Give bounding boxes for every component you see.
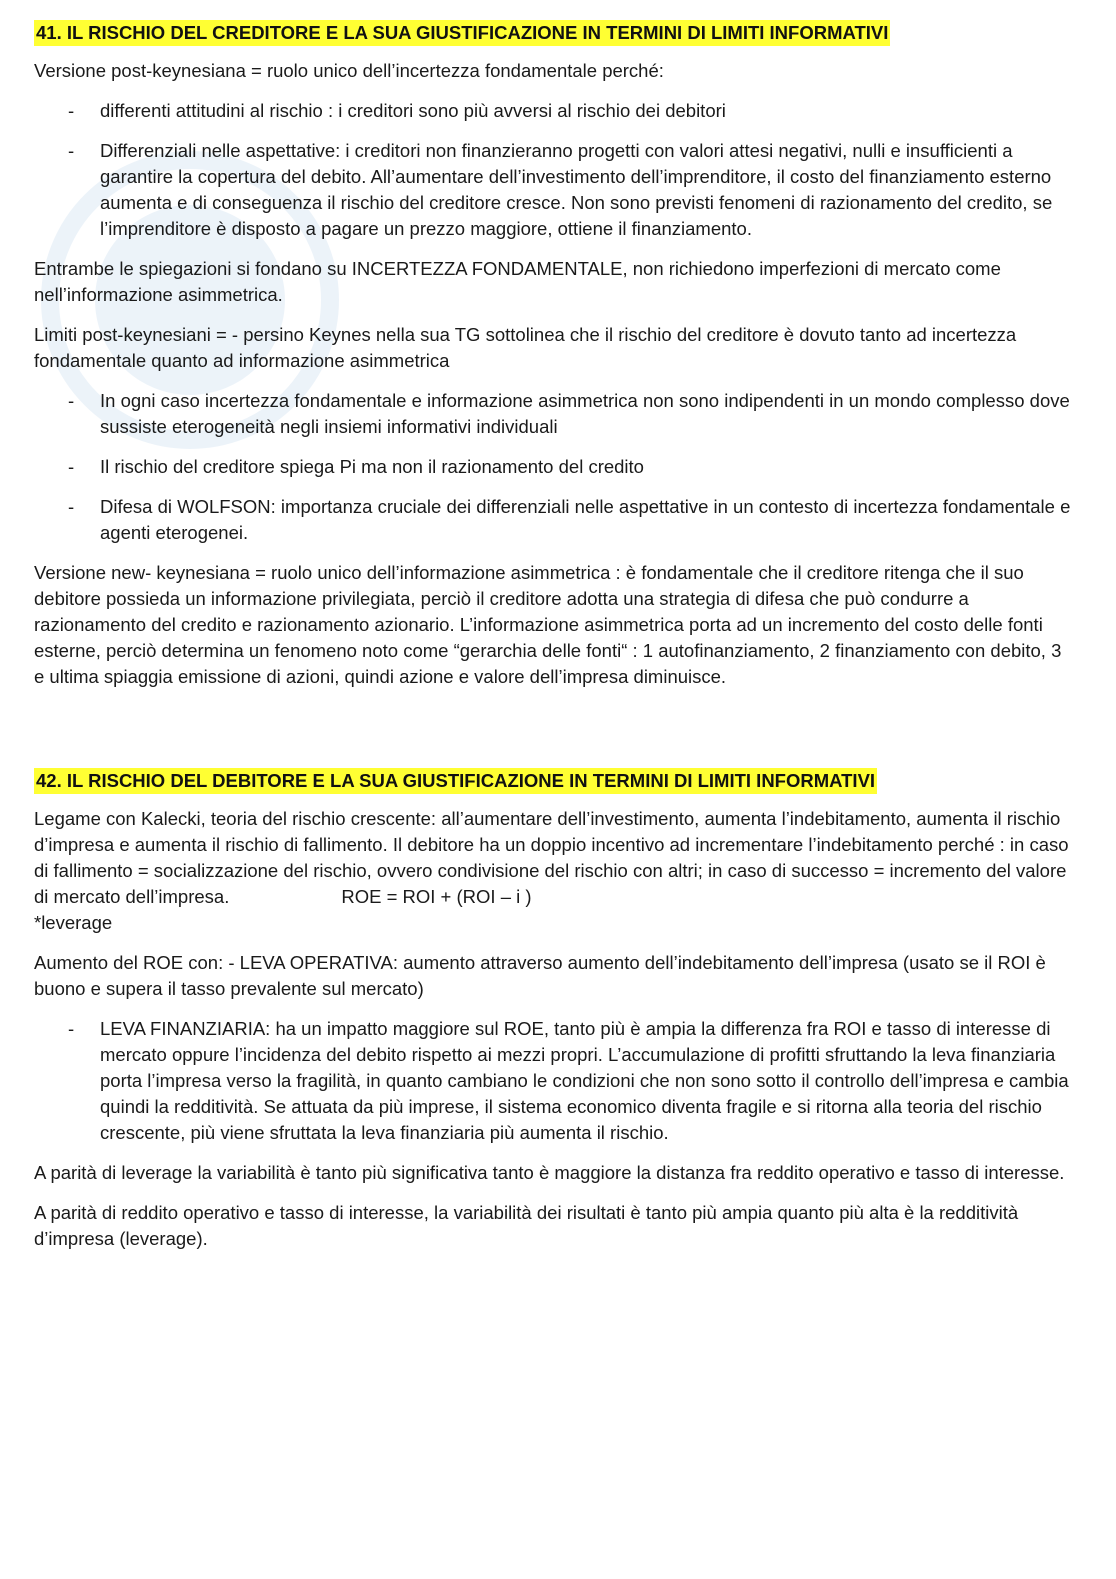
- bullet-dash: -: [68, 140, 75, 161]
- section-41-heading: 41. IL RISCHIO DEL CREDITORE E LA SUA GIUSTIFICAZIONE IN TERMINI DI LIMITI INFORMATIVI: [34, 20, 890, 46]
- list-item: - Difesa di WOLFSON: importanza cruciale dei differenziali nelle aspettative in un contesto di incertezza fondamentale e agenti eterogenei.: [68, 496, 1071, 543]
- list-item: - Differenziali nelle aspettative: i creditori non finanzieranno progetti con valori attesi negativi, nulli e insufficienti a garantire la copertura del debito. All’aumentare dell’investimento dell’imprenditore, il costo del finanziamento esterno aumenta e di conseguenza il rischio del creditore cresce. Non sono previsti fenomeni di razionamento del credito, se l’imprenditore è disposto a pagare un prezzo maggiore, ottiene il finanziamento.: [68, 140, 1053, 239]
- bullet-dash: -: [68, 100, 75, 121]
- section-41-bullets-2: [34, 388, 1074, 546]
- list-item: - Il rischio del creditore spiega Pi ma non il razionamento del credito: [34, 454, 1074, 480]
- paragraph-entrambe: Entrambe le spiegazioni si fondano su INCERTEZZA FONDAMENTALE, non richiedono imperfezioni di mercato come nell’informazione asimmetrica.: [34, 258, 1001, 305]
- leverage-note: *leverage: [34, 912, 113, 933]
- roe-formula: ROE = ROI + (ROI – i ): [341, 886, 532, 907]
- paragraph-new-keynesian: Versione new- keynesiana = ruolo unico dell’informazione asimmetrica : è fondamentale che il creditore ritenga che il suo debitore possieda un informazione privilegiata, perciò il creditore adotta una strategia di difesa che può condurre a razionamento del credito e razionamento azionario. L’informazione asimmetrica porta ad un incremento del costo delle fonti esterne, perciò determina un fenomeno noto come “gerarchia delle fonti“ : 1 autofinanziamento, 2 finanziamento con debito, 3 e ultima spiaggia emissione di azioni, quindi azione e valore dell’impresa diminuisce.: [34, 562, 1062, 687]
- bullet-dash: -: [68, 1018, 75, 1039]
- list-item: - differenti attitudini al rischio : i creditori sono più avversi al rischio dei debitori: [34, 98, 1074, 124]
- paragraph-kalecki: Legame con Kalecki, teoria del rischio crescente: all’aumentare dell’investimento, aumenta l’indebitamento, aumenta il rischio d’impresa e aumenta il rischio di fallimento. Il debitore ha un doppio incentivo ad incrementare l’indebitamento perché : in caso di fallimento = socializzazione del rischio, ovvero condivisione del rischio con altri; in caso di successo = incremento del valore di mercato dell’impresa. ROE = ROI + (ROI – i ) *leverage: [34, 808, 1069, 933]
- list-item: - In ogni caso incertezza fondamentale e informazione asimmetrica non sono indipendenti in un mondo complesso dove sussiste eterogeneità negli insiemi informativi individuali: [68, 390, 1070, 437]
- bullet-dash: -: [68, 456, 75, 477]
- section-42-bullets: [34, 1016, 1074, 1146]
- section-41-bullets-1: [34, 98, 1074, 242]
- paragraph-limiti: Limiti post-keynesiani = - persino Keynes nella sua TG sottolinea che il rischio del creditore è dovuto tanto ad incertezza fondamentale quanto ad informazione asimmetrica: [34, 324, 1017, 371]
- paragraph-parita-reddito: A parità di reddito operativo e tasso di interesse, la variabilità dei risultati è tanto più ampia quanto più alta è la redditività d’impresa (leverage).: [34, 1202, 1019, 1249]
- document-page: [34, 20, 1074, 1266]
- bullet-dash: -: [68, 496, 75, 517]
- paragraph-parita-leverage: A parità di leverage la variabilità è tanto più significativa tanto è maggiore la distanza fra reddito operativo e tasso di interesse.: [34, 1162, 1065, 1183]
- list-item: - LEVA FINANZIARIA: ha un impatto maggiore sul ROE, tanto più è ampia la differenza fra ROI e tasso di interesse di mercato oppure l’incidenza del debito rispetto ai mezzi propri. L’accumulazione di profitti sfruttando la leva finanziaria porta l’impresa verso la fragilità, in quanto cambiano le condizioni che non sono sotto il controllo dell’impresa e cambia quindi la redditività. Se attuata da più imprese, il sistema economico diventa fragile e si ritorna alla teoria del rischio crescente, più viene sfruttata la leva finanziaria più aumenta il rischio.: [68, 1018, 1069, 1143]
- paragraph-aumento-roe: Aumento del ROE con: - LEVA OPERATIVA: aumento attraverso aumento dell’indebitamento dell’impresa (usato se il ROI è buono e supera il tasso prevalente sul mercato): [34, 952, 1046, 999]
- bullet-dash: -: [68, 390, 75, 411]
- section-42-heading: 42. IL RISCHIO DEL DEBITORE E LA SUA GIUSTIFICAZIONE IN TERMINI DI LIMITI INFORMATIVI: [34, 768, 877, 794]
- section-41-intro: Versione post-keynesiana = ruolo unico dell’incertezza fondamentale perché:: [34, 60, 664, 81]
